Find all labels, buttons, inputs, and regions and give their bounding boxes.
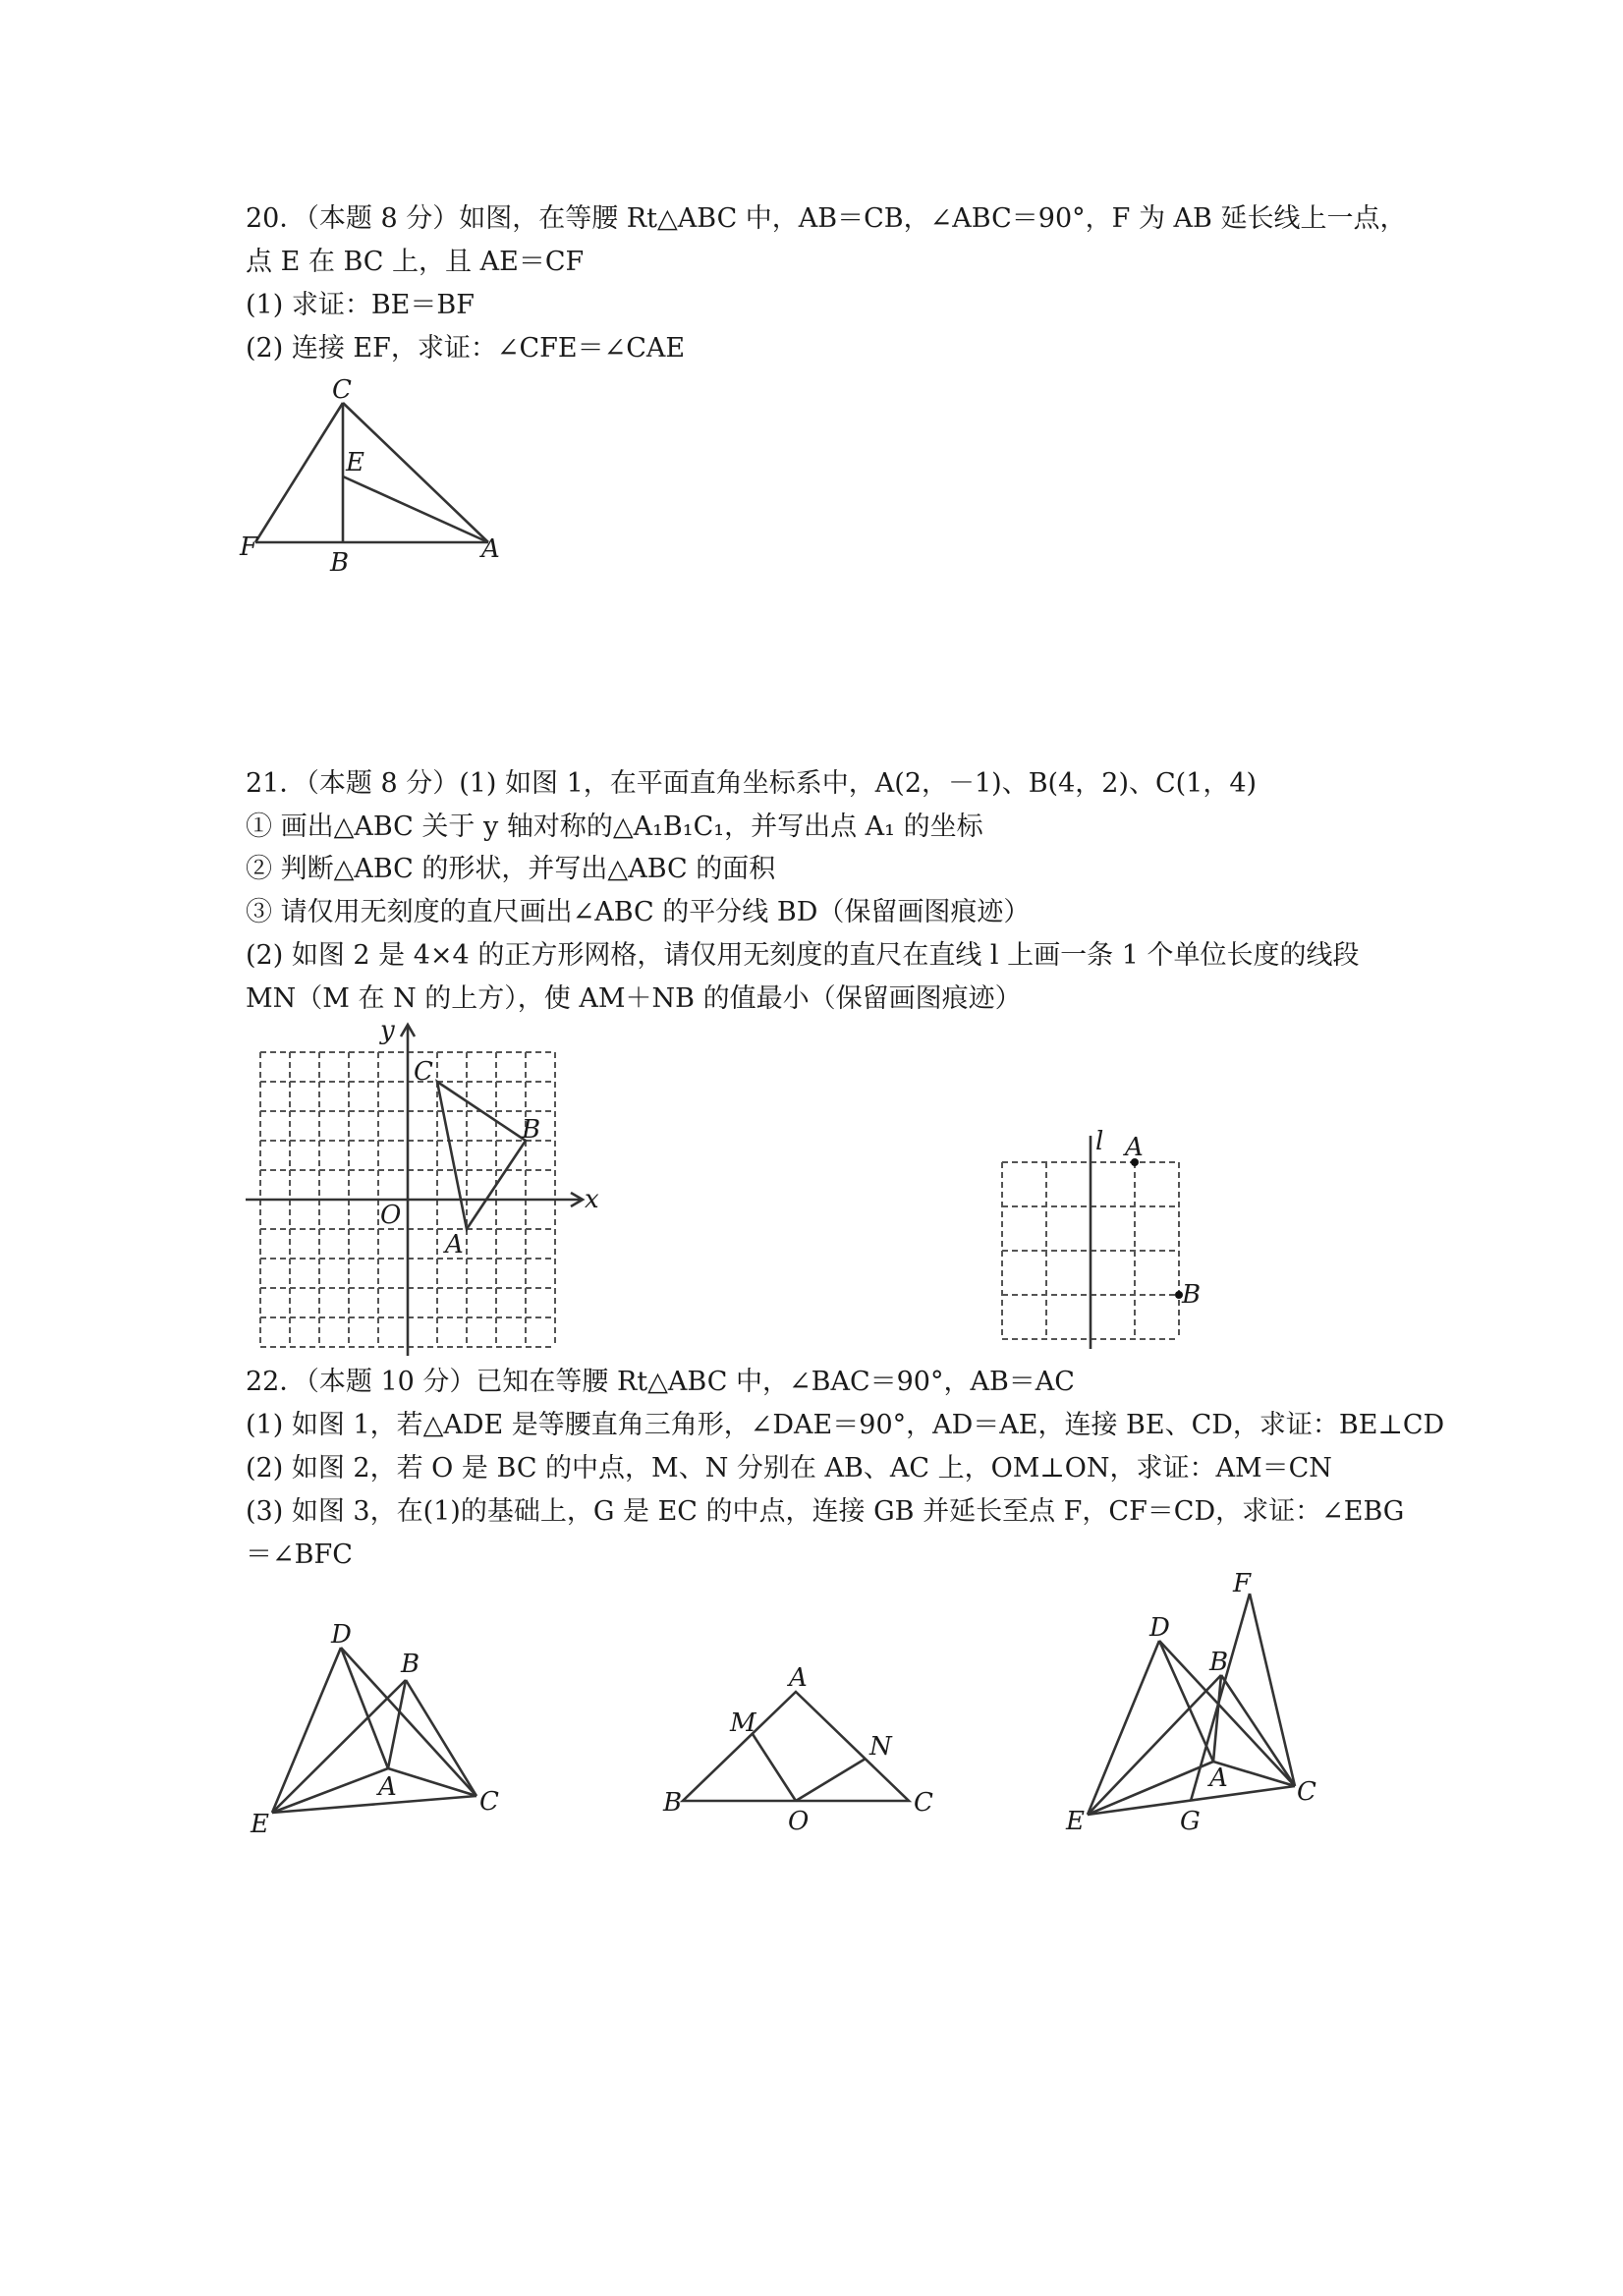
q22-fig1-segment-EC xyxy=(272,1796,476,1813)
q21-fig1-label-O: O xyxy=(380,1201,402,1230)
q22-figure-2 xyxy=(653,1660,948,1837)
q21-figure-1 xyxy=(241,1017,604,1356)
q22-fig1-label-A: A xyxy=(378,1772,397,1802)
q22-fig1-label-C: C xyxy=(479,1787,499,1817)
q22-fig3-segment-BC xyxy=(1221,1675,1295,1786)
q21-fig1-label-y: y xyxy=(380,1016,395,1045)
q20-label-C: C xyxy=(332,375,352,405)
q22-line-3: (2) 如图 2，若 O 是 BC 的中点，M、N 分别在 AB、AC 上，OM⊥ON，求证：AM＝CN xyxy=(246,1453,1332,1484)
q22-fig2-label-C: C xyxy=(914,1788,933,1818)
q20-segment-CA xyxy=(343,403,488,542)
q22-fig3-segment-FC xyxy=(1250,1594,1295,1786)
q22-figure-3 xyxy=(1056,1569,1331,1837)
q21-line-6: MN（M 在 N 的上方），使 AM＋NB 的值最小（保留画图痕迹） xyxy=(246,983,1022,1014)
q22-fig1-segment-EA xyxy=(272,1768,388,1813)
q21-line-4: ③ 请仅用无刻度的直尺画出∠ABC 的平分线 BD（保留画图痕迹） xyxy=(246,897,1031,927)
q22-fig2-label-A: A xyxy=(789,1663,808,1693)
q22-fig2-label-B: B xyxy=(663,1788,683,1818)
q20-line-1: 20．（本题 8 分）如图，在等腰 Rt△ABC 中，AB＝CB，∠ABC＝90°，F 为 AB 延长线上一点， xyxy=(246,203,1407,234)
q22-fig3-label-G: G xyxy=(1180,1807,1201,1836)
q22-fig1-label-B: B xyxy=(401,1650,420,1679)
q21-fig1-label-A: A xyxy=(445,1230,464,1260)
q21-line-3: ② 判断△ABC 的形状，并写出△ABC 的面积 xyxy=(246,854,776,884)
q22-fig1-segment-DE xyxy=(272,1648,341,1813)
q21-line-5: (2) 如图 2 是 4×4 的正方形网格，请仅用无刻度的直尺在直线 l 上画一条 1 个单位长度的线段 xyxy=(246,940,1360,971)
q22-fig1-segment-DA xyxy=(341,1648,388,1768)
q22-fig3-label-F: F xyxy=(1233,1569,1252,1598)
q20-segment-CF xyxy=(255,403,343,542)
q21-fig2-label-B: B xyxy=(1182,1280,1202,1310)
q20-figure xyxy=(236,368,521,585)
q22-line-2: (1) 如图 1，若△ADE 是等腰直角三角形，∠DAE＝90°，AD＝AE，连接 BE、CD，求证：BE⊥CD xyxy=(246,1410,1445,1440)
q22-fig3-label-E: E xyxy=(1066,1807,1085,1836)
q21-fig1-label-x: x xyxy=(585,1185,599,1214)
q21-fig2-label-A: A xyxy=(1125,1133,1144,1162)
q22-fig2-segment-NO xyxy=(796,1759,866,1801)
q22-fig3-label-D: D xyxy=(1149,1613,1170,1643)
q22-fig2-label-O: O xyxy=(788,1807,810,1836)
q22-line-1: 22．（本题 10 分）已知在等腰 Rt△ABC 中，∠BAC＝90°，AB＝AC xyxy=(246,1367,1075,1397)
q20-label-F: F xyxy=(240,532,258,562)
q22-fig1-label-D: D xyxy=(331,1620,352,1650)
q22-fig2-segment-MO xyxy=(753,1734,796,1801)
q20-segment-EA xyxy=(343,476,488,542)
q21-line-2: ① 画出△ABC 关于 y 轴对称的△A₁B₁C₁，并写出点 A₁ 的坐标 xyxy=(246,812,983,842)
q20-label-E: E xyxy=(346,448,364,477)
q22-line-4: (3) 如图 3，在(1)的基础上，G 是 EC 的中点，连接 GB 并延长至点 F，CF＝CD，求证：∠EBG xyxy=(246,1496,1405,1527)
q20-line-4: (2) 连接 EF，求证：∠CFE＝∠CAE xyxy=(246,333,686,364)
q20-line-3: (1) 求证：BE＝BF xyxy=(246,290,475,320)
q22-fig3-label-B: B xyxy=(1209,1648,1229,1677)
q22-fig3-segment-EB xyxy=(1088,1675,1221,1815)
q20-line-2: 点 E 在 BC 上，且 AE＝CF xyxy=(246,247,585,277)
q21-fig1-label-B: B xyxy=(522,1115,541,1145)
q22-line-5: ＝∠BFC xyxy=(246,1540,353,1570)
q22-figure-1 xyxy=(241,1621,516,1842)
q21-line-1: 21．（本题 8 分）(1) 如图 1，在平面直角坐标系中，A(2，－1)、B(4，2)、C(1，4) xyxy=(246,768,1258,799)
q20-label-B: B xyxy=(330,548,350,578)
q20-label-A: A xyxy=(481,534,500,564)
q22-fig1-label-E: E xyxy=(251,1810,269,1839)
q21-fig2-label-l: l xyxy=(1095,1127,1104,1156)
q21-figure-2 xyxy=(987,1128,1223,1354)
q21-fig1-label-C: C xyxy=(414,1057,433,1087)
q21-fig1-triangle-ABC xyxy=(437,1082,526,1229)
q22-fig3-label-A: A xyxy=(1209,1764,1228,1793)
q22-fig2-label-M: M xyxy=(730,1708,756,1738)
q22-fig3-segment-DA xyxy=(1159,1641,1213,1762)
q22-fig2-label-N: N xyxy=(869,1732,892,1762)
q22-fig3-label-C: C xyxy=(1297,1777,1316,1807)
